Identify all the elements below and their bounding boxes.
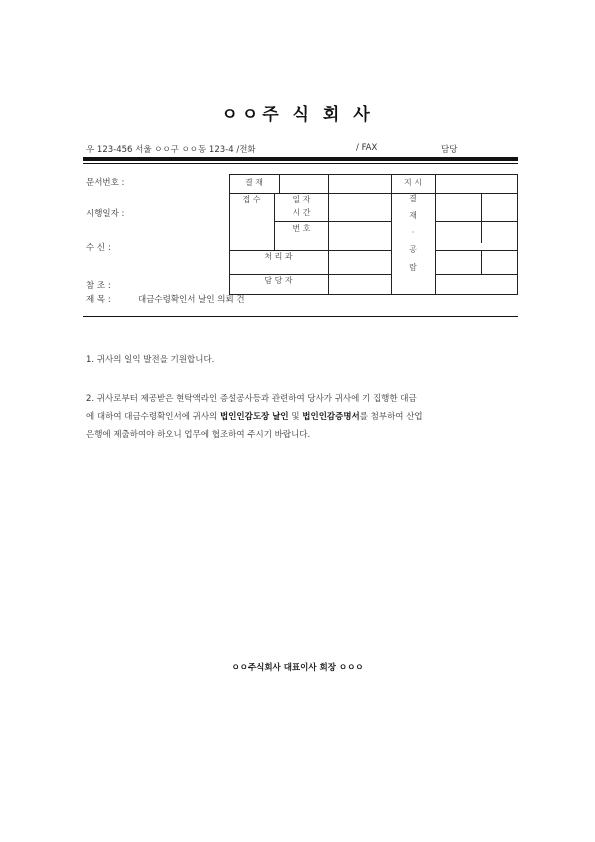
recipient-label: 수 신 :: [86, 243, 111, 253]
meta-rule-bottom: [83, 316, 518, 317]
number-cell-label: 번 호: [292, 224, 311, 233]
p2-text-e: 를 첨부하여 산업: [359, 412, 423, 422]
company-title: ㅇㅇ주 식 회 사: [221, 105, 374, 125]
p2-bold-seal: 법인인감도장 날인: [219, 412, 289, 422]
instruction-label: 지 시: [404, 178, 422, 187]
paragraph-1: 1. 귀사의 일익 발전을 기원합니다.: [86, 355, 215, 365]
paragraph-2-line-3: 은행에 제출하여야 하오니 업무에 협조하여 주시기 바랍니다.: [86, 430, 311, 440]
approval-vertical-dot: ·: [411, 228, 415, 237]
approval-vertical-1: 결: [409, 194, 417, 203]
paragraph-2-line-1: 2. 귀사로부터 제공받은 현탁액라인 증설공사등과 관련하여 당사가 귀사에 기 집행한 대금: [86, 394, 417, 404]
p2-text-c: 및: [288, 412, 303, 422]
paragraph-2-line-2: [86, 408, 423, 427]
receipt-label: 접 수: [242, 195, 261, 204]
contact-label: 담당: [441, 145, 458, 155]
approval-vertical-2: 재: [409, 211, 417, 220]
doc-number-label: 문서번호 :: [86, 178, 125, 188]
circulation-vertical-1: 공: [409, 245, 417, 254]
cc-label: 참 조 :: [86, 281, 111, 291]
fax-label: / FAX: [356, 143, 378, 153]
address-text: 우 123-456 서울 ㅇㅇ구 ㅇㅇ동 123-4 /전화: [86, 145, 256, 155]
approval-label: 결 재: [245, 178, 263, 187]
person-in-charge-label: 담 당 자: [264, 276, 293, 285]
processing-dept-label: 처 리 과: [264, 252, 293, 261]
header-rule-thin: [83, 163, 518, 164]
signature-line: ㅇㅇ주식회사 대표이사 회장 ㅇㅇㅇ: [231, 663, 364, 673]
p2-text-a: 에 대하여 대금수령확인서에 귀사의: [86, 412, 220, 422]
subject-label: 제 목 :: [86, 295, 111, 305]
circulation-vertical-2: 람: [409, 263, 417, 272]
header-rule-thick: [83, 157, 518, 161]
date-label: 시행일자 :: [86, 209, 125, 219]
address-line: [86, 143, 526, 155]
p2-bold-certificate: 법인인감증명서: [302, 412, 360, 422]
time-cell-label: 시 간: [292, 208, 311, 217]
date-cell-label: 일 자: [292, 195, 311, 204]
approval-box: [229, 174, 518, 295]
subject-text: 대금수령확인서 날인 의뢰 건: [138, 295, 245, 305]
